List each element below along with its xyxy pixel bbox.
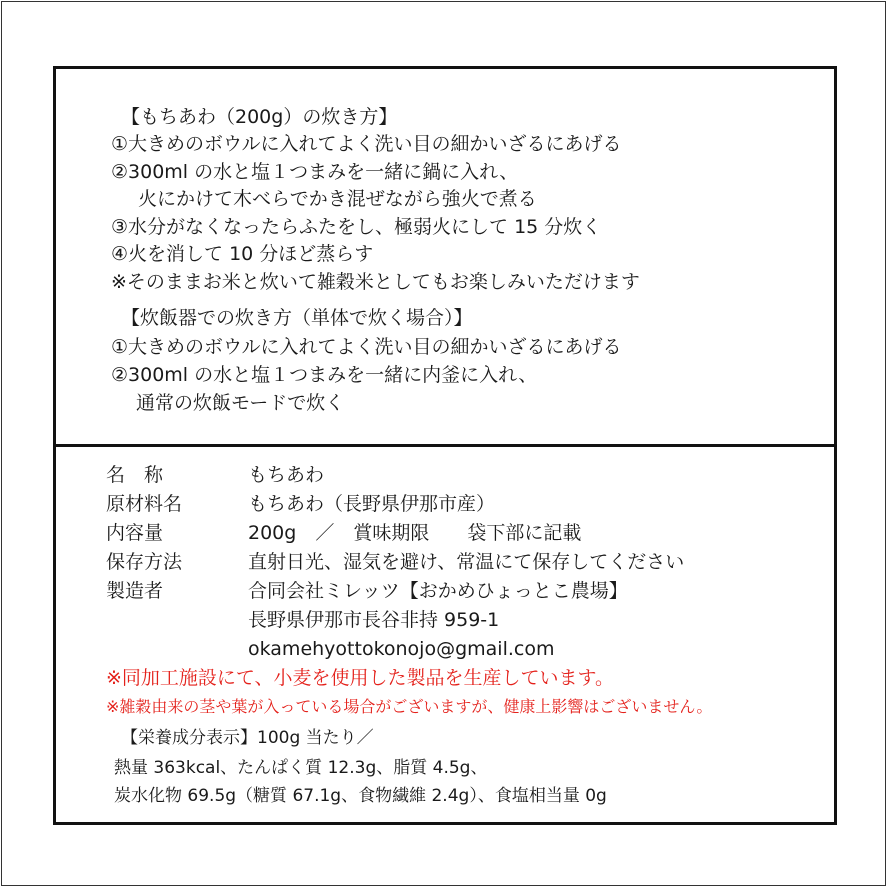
warning-stems: ※雑穀由来の茎や葉が入っている場合がございますが、健康上影響はございません。 [106, 697, 713, 716]
nutrition-line-2: 炭水化物 69.5g（糖質 67.1g、食物繊維 2.4g）、食塩相当量 0g [114, 786, 607, 806]
nutrition-heading: 【栄養成分表示】100g 当たり／ [121, 728, 374, 748]
spec-storage-key: 保存方法 [106, 551, 183, 573]
stove-step-2: ②300ml の水と塩１つまみを一緒に鍋に入れ、 [111, 161, 519, 183]
cooker-step-2-cont: 通常の炊飯モードで炊く [136, 392, 345, 414]
warning-wheat: ※同加工施設にて、小麦を使用した製品を生産しています。 [106, 667, 615, 689]
cooker-step-2: ②300ml の水と塩１つまみを一緒に内釜に入れ、 [111, 364, 538, 386]
stove-step-2-cont: 火にかけて木べらでかき混ぜながら強火で煮る [138, 188, 537, 210]
spec-maker-value: 合同会社ミレッツ【おかめひょっとこ農場】 [248, 580, 628, 602]
spec-ingredients-value: もちあわ（長野県伊那市産） [248, 493, 496, 515]
spec-name-key: 名 称 [106, 464, 164, 486]
spec-storage-value: 直射日光、湿気を避け、常温にて保存してください [248, 551, 685, 573]
nutrition-line-1: 熱量 363kcal、たんぱく質 12.3g、脂質 4.5g、 [114, 758, 488, 778]
stove-heading: 【もちあわ（200g）の炊き方】 [121, 106, 398, 128]
product-label [53, 66, 837, 825]
stove-note: ※そのままお米と炊いて雑穀米としてもお楽しみいただけます [111, 271, 640, 293]
spec-ingredients-key: 原材料名 [106, 493, 183, 515]
cooker-step-1: ①大きめのボウルに入れてよく洗い目の細かいざるにあげる [111, 336, 622, 358]
stove-step-3: ③水分がなくなったらふたをし、極弱火にして 15 分炊く [111, 216, 602, 238]
stove-step-1: ①大きめのボウルに入れてよく洗い目の細かいざるにあげる [111, 133, 622, 155]
spec-contents-value: 200g ／ 賞味期限 袋下部に記載 [248, 522, 582, 544]
spec-maker-key: 製造者 [106, 580, 164, 602]
spec-name-value: もちあわ [248, 464, 325, 486]
spec-email: okamehyottokonojo@gmail.com [248, 638, 555, 660]
spec-address: 長野県伊那市長谷非持 959-1 [248, 609, 500, 631]
cooker-heading: 【炊飯器での炊き方（単体で炊く場合）】 [121, 307, 473, 329]
stove-step-4: ④火を消して 10 分ほど蒸らす [111, 243, 374, 265]
section-divider [56, 444, 834, 447]
spec-contents-key: 内容量 [106, 522, 164, 544]
